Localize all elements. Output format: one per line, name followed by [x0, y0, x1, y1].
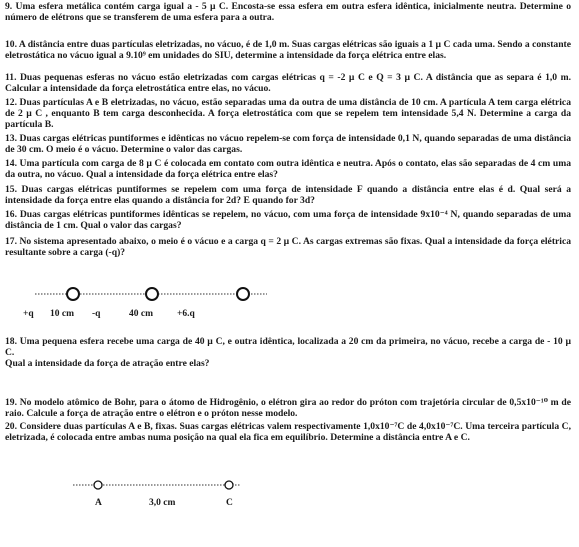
question-12: 12. Duas partículas A e B eletrizadas, no vácuo, estão separadas uma da outra de uma distância de 10 cm. A partícula A tem carga elétrica de 2 µ C , enquanto B tem carga desconhecida. A força eletrostática com que se repelem tem intensidade 5,4 N. Determine a carga da partícula B.: [5, 97, 571, 131]
charges-diagram: [5, 283, 285, 323]
question-15: 15. Duas cargas elétricas puntiformes se repelem com uma força de intensidade F quando a distância entre elas é d. Qual será a intensidade da força entre elas quando a distância for 2d? E quando for 3d?: [5, 184, 571, 207]
charge-plus-q: [67, 288, 79, 300]
question-20: 20. Considere duas partículas A e B, fixas. Suas cargas elétricas valem respectivamente 1,0x10⁻⁷C de 4,0x10⁻⁷C. Uma terceira partícula C, eletrizada, é colocada entre ambas numa posição na qual ela fica em equilíbrio. Determine a distância entre A e C.: [5, 421, 571, 444]
question-9: 9. Uma esfera metálica contém carga igual a - 5 µ C. Encosta-se essa esfera em outra esfera idêntica, inicialmente neutra. Determine o número de elétrons que se transferem de uma esfera para a outra.: [5, 1, 571, 24]
question-18-text: 18. Uma pequena esfera recebe uma carga de 40 µ C, e outra idêntica, localizada a 20 cm da primeira, no vácuo, recebe a carga de - 10 µ C.: [5, 336, 571, 359]
question-16: 16. Duas cargas elétricas puntiformes idênticas se repelem, no vácuo, com uma força de intensidade 9x10⁻⁴ N, quando separadas de uma distância de 1 cm. Qual o valor das cargas?: [5, 209, 571, 232]
label-40cm: 40 cm: [129, 309, 154, 319]
question-17: 17. No sistema apresentado abaixo, o meio é o vácuo e a carga q = 2 µ C. As cargas extremas são fixas. Qual a intensidade da força elétrica resultante sobre a carga (-q)?: [5, 236, 571, 259]
label-distance: 3,0 cm: [149, 498, 176, 508]
particle-c: [225, 481, 233, 489]
label-plus-6q: +6.q: [177, 309, 195, 319]
label-plus-q: +q: [23, 309, 34, 319]
label-a: A: [95, 498, 102, 508]
label-c: C: [226, 498, 233, 508]
equilibrium-diagram: [65, 475, 265, 511]
question-13: 13. Duas cargas elétricas puntiformes e idênticas no vácuo repelem-se com força de intensidade 0,1 N, quando separadas de uma distância de 30 cm. O meio é o vácuo. Determine o valor das cargas.: [5, 133, 571, 156]
label-minus-q: -q: [92, 309, 101, 319]
question-18: [5, 336, 571, 370]
charge-minus-q: [146, 288, 158, 300]
charge-plus-6q: [237, 288, 249, 300]
question-11: 11. Duas pequenas esferas no vácuo estão eletrizadas com cargas elétricas q = -2 µ C e Q = 3 µ C. A distância que as separa é 1,0 m. Calcular a intensidade da força eletrostática entre elas, no vácuo.: [5, 72, 571, 95]
question-14: 14. Uma partícula com carga de 8 µ C é colocada em contato com outra idêntica e neutra. Após o contato, elas são separadas de 4 cm uma da outra, no vácuo. Qual a intensidade da força elétrica entre elas?: [5, 158, 571, 181]
question-18-ask: Qual a intensidade da força de atração entre elas?: [5, 358, 210, 370]
particle-a: [94, 481, 102, 489]
label-10cm: 10 cm: [50, 309, 75, 319]
question-19: 19. No modelo atômico de Bohr, para o átomo de Hidrogênio, o elétron gira ao redor do próton com trajetória circular de 0,5x10⁻¹⁰ m de raio. Calcule a força de atração entre o elétron e o próton nesse modelo.: [5, 397, 571, 420]
question-10: 10. A distância entre duas partículas eletrizadas, no vácuo, é de 1,0 m. Suas cargas elétricas são iguais a 1 µ C cada uma. Sendo a constante eletrostática no vácuo igual a 9.10⁹ em unidades do SIU, determine a intensidade da força elétrica entre elas.: [5, 39, 571, 62]
